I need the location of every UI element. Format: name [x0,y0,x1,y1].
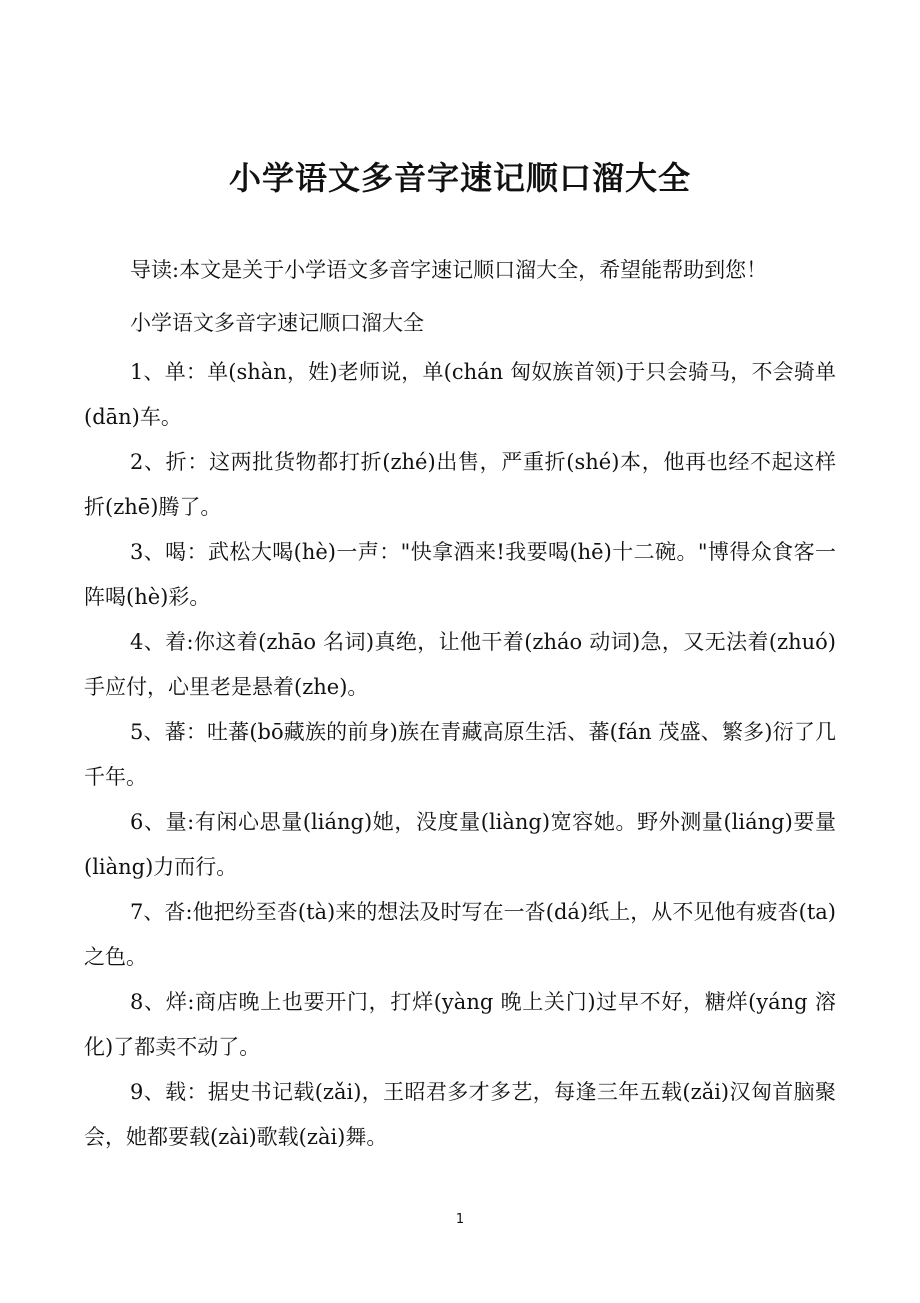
list-item-8: 8、烊:商店晚上也要开门，打烊(yàng 晚上关门)过早不好，糖烊(yáng 溶化)了都卖不动了。 [84,990,836,1059]
list-item-6: 6、量:有闲心思量(liáng)她，没度量(liàng)宽容她。野外测量(liáng)要量(liàng)力而行。 [84,810,836,879]
list-item-5: 5、蕃：吐蕃(bō藏族的前身)族在青藏高原生活、蕃(fán 茂盛、繁多)衍了几千年。 [84,720,836,789]
list-item-1: 1、单：单(shàn，姓)老师说，单(chán 匈奴族首领)于只会骑马，不会骑单(dān)车。 [84,360,836,429]
section-heading: 小学语文多音字速记顺口溜大全 [130,311,424,335]
page-number: 1 [455,1212,465,1227]
list-item-2: 2、折：这两批货物都打折(zhé)出售，严重折(shé)本，他再也经不起这样折(zhē)腾了。 [84,450,836,519]
list-item-3: 3、喝：武松大喝(hè)一声："快拿酒来!我要喝(hē)十二碗。"博得众食客一阵喝(hè)彩。 [84,540,836,609]
list-item-4: 4、着:你这着(zhāo 名词)真绝，让他干着(zháo 动词)急，又无法着(zhuó)手应付，心里老是悬着(zhe)。 [84,630,836,699]
document-body [84,248,836,1160]
intro-paragraph: 导读:本文是关于小学语文多音字速记顺口溜大全，希望能帮助到您！ [130,258,768,282]
list-item-7: 7、沓:他把纷至沓(tà)来的想法及时写在一沓(dá)纸上，从不见他有疲沓(ta)之色。 [84,900,836,969]
document-title: 小学语文多音字速记顺口溜大全 [228,159,691,197]
list-item-9: 9、载：据史书记载(zǎi)，王昭君多才多艺，每逢三年五载(zǎi)汉匈首脑聚会，她都要载(zài)歌载(zài)舞。 [84,1080,836,1149]
